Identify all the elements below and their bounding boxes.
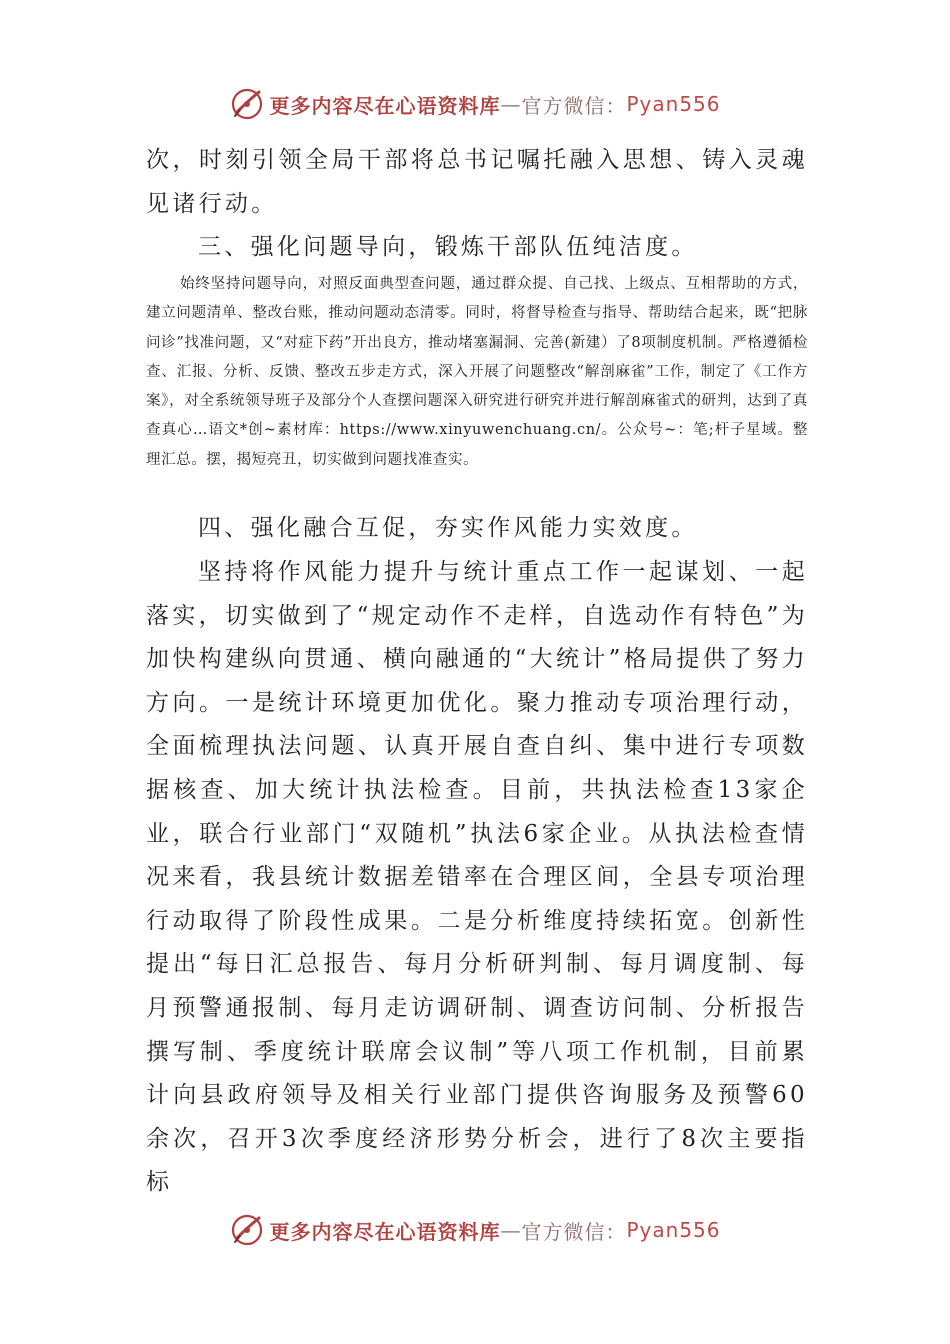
footer-brand: 更多内容尽在心语资料库 — [269, 1219, 501, 1244]
banner-dash: — — [500, 92, 522, 116]
footer-banner — [0, 1210, 950, 1250]
pen-circle-logo-icon — [229, 86, 265, 122]
banner-brand: 更多内容尽在心语资料库 — [269, 93, 501, 118]
section-heading-3 — [146, 226, 808, 270]
banner-official: 官方微信： — [521, 93, 627, 118]
footer-official: 官方微信： — [521, 1219, 627, 1244]
para-1: 次，时刻引领全局干部将总书记嘱托融入思想、铸入灵魂见诸行动。 — [146, 147, 808, 217]
paragraph-continuation — [146, 139, 808, 226]
section-3-paragraph — [146, 270, 808, 475]
footer-wechat-id: Pyan556 — [626, 1218, 721, 1242]
section-heading-4 — [146, 507, 808, 551]
pen-circle-logo-icon — [229, 1212, 265, 1248]
para-3: 始终坚持问题导向，对照反面典型查问题，通过群众提、自己找、上级点、互相帮助的方式，建立问题清单、整改台账，推动问题动态清零。同时，将督导检查与指导、帮助结合起来，既“把脉问诊”找准问题，又“对症下药”开出良方，推动堵塞漏洞、完善(新建）了8项制度机制。严格遵循检查、汇报、分析、反馈、整改五步走方式，深入开展了问题整改“解剖麻雀”工作，制定了《工作方案》，对全系统领导班子及部分个人查摆问题深入研究进行研究并进行解剖麻雀式的研判，达到了真查真心…语文*创~素材库：https://www.xinyuwenchuang.cn/。公众号~：笔;杆子星域。整理汇总。摆，揭短亮丑，切实做到问题找准查实。 — [146, 276, 808, 468]
header-banner — [0, 84, 950, 124]
heading-3-text: 三、强化问题导向，锻炼干部队伍纯洁度。 — [198, 234, 698, 260]
para-4: 坚持将作风能力提升与统计重点工作一起谋划、一起落实，切实做到了“规定动作不走样，自选动作有特色”为加快构建纵向贯通、横向融通的“大统计”格局提供了努力方向。一是统计环境更加优化。聚力推动专项治理行动，全面梳理执法问题、认真开展自查自纠、集中进行专项数据核查、加大统计执法检查。目前，共执法检查13家企业，联合行业部门“双随机”执法6家企业。从执法检查情况来看，我县统计数据差错率在合理区间，全县专项治理行动取得了阶段性成果。二是分析维度持续拓宽。创新性提出“每日汇总报告、每月分析研判制、每月调度制、每月预警通报制、每月走访调研制、调查访问制、分析报告撰写制、季度统计联席会议制”等八项工作机制，目前累计向县政府领导及相关行业部门提供咨询服务及预警60余次，召开3次季度经济形势分析会，进行了8次主要指标 — [146, 559, 808, 1196]
section-4-paragraph — [146, 551, 808, 1205]
heading-4-text: 四、强化融合互促，夯实作风能力实效度。 — [198, 515, 698, 541]
banner-wechat-id: Pyan556 — [626, 92, 721, 116]
footer-dash: — — [500, 1218, 522, 1242]
